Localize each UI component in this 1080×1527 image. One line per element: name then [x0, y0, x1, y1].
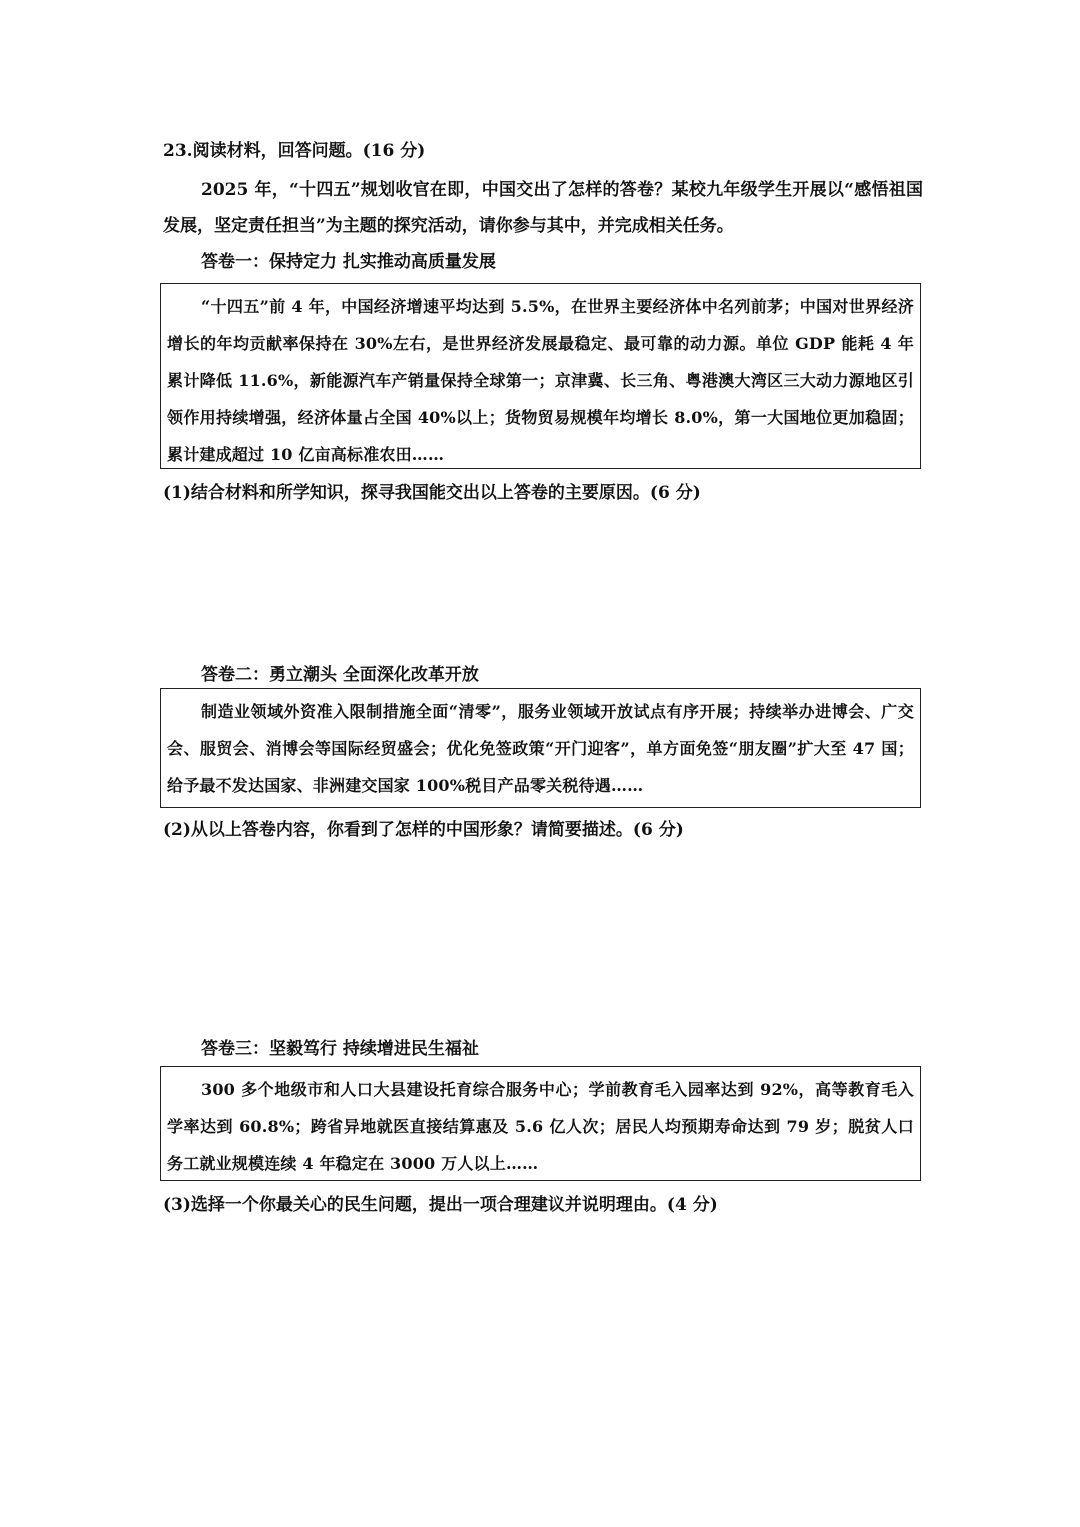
section-title-3: 答卷三：坚毅笃行 持续增进民生福祉	[201, 1039, 479, 1059]
section-title-1: 答卷一：保持定力 扎实推动高质量发展	[201, 252, 496, 272]
question-intro: 2025 年，“十四五”规划收官在即，中国交出了怎样的答卷？某校九年级学生开展以“感悟祖国发展，坚定责任担当”为主题的探究活动，请你参与其中，并完成相关任务。	[163, 180, 923, 236]
task-1: (1)结合材料和所学知识，探寻我国能交出以上答卷的主要原因。(6 分)	[163, 483, 701, 503]
material-box-3	[160, 1066, 921, 1181]
section-title-2: 答卷二：勇立潮头 全面深化改革开放	[201, 665, 479, 685]
material-text-3: 300 多个地级市和人口大县建设托育综合服务中心；学前教育毛入园率达到 92%，高等教育毛入学率达到 60.8%；跨省异地就医直接结算惠及 5.6 亿人次；居民人均预期寿命达到 79 岁；脱贫人口务工就业规模连续 4 年稳定在 3000 万人以上……	[167, 1080, 914, 1173]
material-box-1	[160, 283, 921, 469]
task-3: (3)选择一个你最关心的民生问题，提出一项合理建议并说明理由。(4 分)	[163, 1195, 718, 1215]
material-text-2: 制造业领域外资准入限制措施全面“清零”，服务业领域开放试点有序开展；持续举办进博会、广交会、服贸会、消博会等国际经贸盛会；优化免签政策“开门迎客”，单方面免签“朋友圈”扩大至 47 国；给予最不发达国家、非洲建交国家 100%税目产品零关税待遇……	[167, 702, 914, 795]
question-title: 23.阅读材料，回答问题。(16 分)	[163, 141, 426, 161]
material-text-1: “十四五”前 4 年，中国经济增速平均达到 5.5%，在世界主要经济体中名列前茅；中国对世界经济增长的年均贡献率保持在 30%左右，是世界经济发展最稳定、最可靠的动力源。单位 GDP 能耗 4 年累计降低 11.6%，新能源汽车产销量保持全球第一；京津冀、长三角、粤港澳大湾区三大动力源地区引领作用持续增强，经济体量占全国 40%以上；货物贸易规模年均增长 8.0%，第一大国地位更加稳固；累计建成超过 10 亿亩高标准农田……	[167, 297, 914, 464]
material-box-2	[160, 688, 921, 808]
task-2: (2)从以上答卷内容，你看到了怎样的中国形象？请简要描述。(6 分)	[163, 820, 684, 840]
